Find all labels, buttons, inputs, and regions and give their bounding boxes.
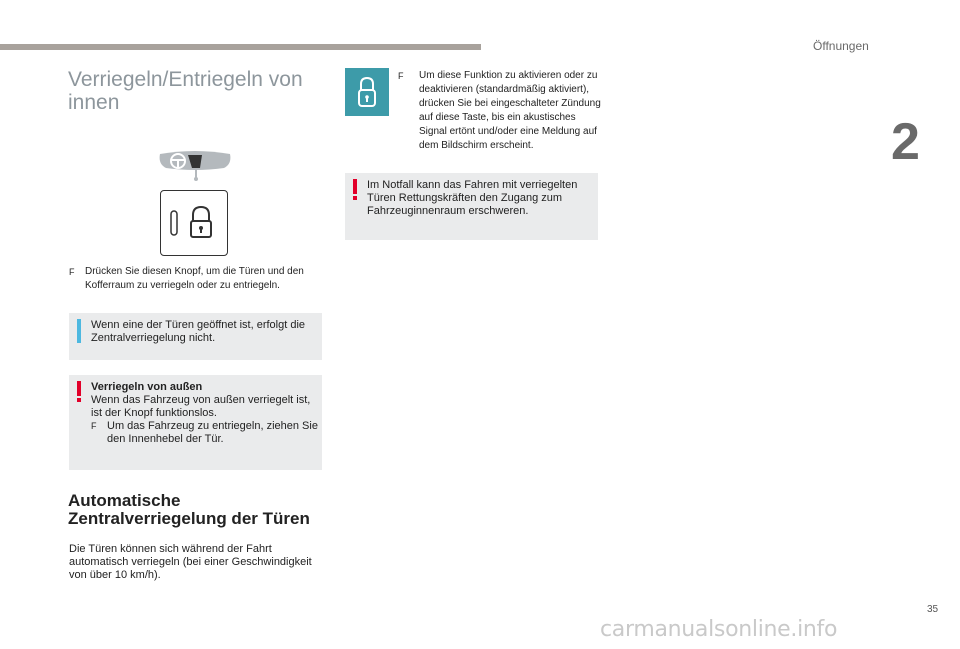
lock-icon — [161, 191, 229, 257]
info-text: Wenn eine der Türen geöffnet ist, erfolgt die Zentralverriegelung nicht. — [91, 319, 306, 344]
page-number: 35 — [927, 604, 939, 615]
warning-heading: Verriegeln von außen — [91, 381, 203, 393]
section-paragraph: Die Türen können sich während der Fahrt automatisch verriegeln (bei einer Geschwindigkeit von über 10 km/h). — [69, 543, 312, 581]
header-rule — [0, 44, 481, 50]
warning-bullet-text: Um das Fahrzeug zu entriegeln, ziehen Sie den Innenhebel der Tür. — [107, 420, 318, 445]
warning-marker-icon — [353, 179, 357, 199]
bullet-marker: F — [398, 71, 404, 81]
warning-box-emergency — [345, 173, 598, 240]
section-title: Öffnungen — [813, 39, 869, 53]
warning-content — [91, 381, 321, 446]
instruction-lock-button — [69, 265, 331, 293]
lock-button-illustration — [160, 190, 228, 256]
info-marker-icon — [77, 319, 81, 343]
instruction-text: Um diese Funktion zu aktivieren oder zu deaktivieren (standardmäßig aktiviert), drücken Sie bei eingeschalteter Zündung auf diese Taste, bis ein akustisches Signal ertönt und/oder eine Meldung auf dem Bildschirm erscheint. — [419, 70, 601, 151]
warning-text: Im Notfall kann das Fahren mit verriegelten Türen Rettungskräften den Zugang zum Fahrzeuginnenraum erschweren. — [367, 179, 578, 217]
warning-marker-icon — [77, 381, 81, 401]
warning-bullet — [91, 420, 321, 446]
watermark: carmanualsonline.info — [600, 617, 838, 642]
warning-box-outside-lock — [69, 375, 322, 470]
lock-button-tile — [345, 68, 389, 116]
padlock-icon — [345, 68, 389, 116]
info-box — [69, 313, 322, 360]
chapter-number: 2 — [891, 113, 920, 171]
instruction-auto-lock — [398, 69, 603, 153]
bullet-marker: F — [69, 267, 75, 277]
steering-wheel-mirror-icon — [158, 150, 232, 182]
instruction-text: Drücken Sie diesen Knopf, um die Türen und den Kofferraum zu verriegeln oder zu entriegeln. — [85, 266, 304, 291]
page-title: Verriegeln/Entriegeln von innen — [68, 68, 303, 114]
section-heading: Automatische Zentralverriegelung der Türen — [68, 491, 310, 528]
warning-text: Wenn das Fahrzeug von außen verriegelt ist, ist der Knopf funktionslos. — [91, 394, 311, 419]
bullet-marker: F — [91, 421, 97, 431]
